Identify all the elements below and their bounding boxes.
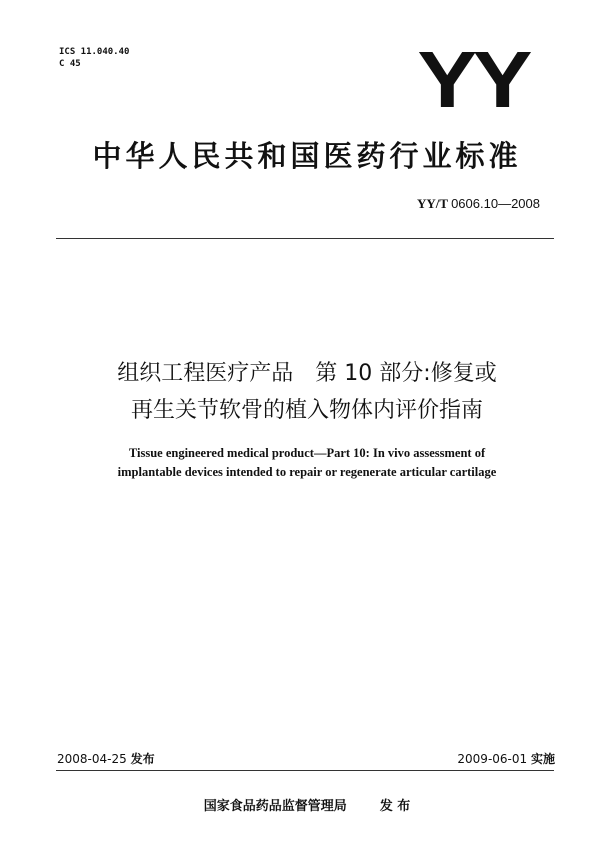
english-title-line2: implantable devices intended to repair or regenerate articular cartilage <box>117 465 497 479</box>
yy-logo: YY <box>417 35 528 124</box>
implementation-date-value: 2009-06-01 <box>457 752 528 766</box>
publisher <box>40 795 574 814</box>
chinese-title-line2: 再生关节软骨的植入物体内评价指南 <box>130 398 483 423</box>
issue-date-value: 2008-04-25 <box>57 752 127 766</box>
standard-code: 0606.10—2008 <box>451 196 540 211</box>
ics-code: ICS 11.040.40 <box>59 47 130 57</box>
ccs-code: C 45 <box>59 59 81 69</box>
implementation-date <box>457 750 555 767</box>
bottom-divider <box>56 770 554 771</box>
implementation-label: 实施 <box>530 752 555 766</box>
english-title <box>40 444 574 482</box>
org-title: 中华人民共和国医药行业标准 <box>92 139 522 173</box>
chinese-title-line1: 组织工程医疗产品 第 10 部分:修复或 <box>117 361 497 386</box>
issue-label: 发布 <box>130 752 155 766</box>
chinese-title <box>40 355 574 429</box>
publisher-name: 国家食品药品监督管理局 <box>203 799 347 814</box>
english-title-line1: Tissue engineered medical product—Part 10: In vivo assessment of <box>128 446 486 460</box>
top-divider <box>56 238 554 239</box>
standard-number <box>417 196 540 212</box>
issue-date <box>57 750 155 767</box>
publisher-label: 发 布 <box>379 799 411 814</box>
standard-prefix: YY/T <box>417 196 448 211</box>
classification-codes <box>59 46 129 70</box>
